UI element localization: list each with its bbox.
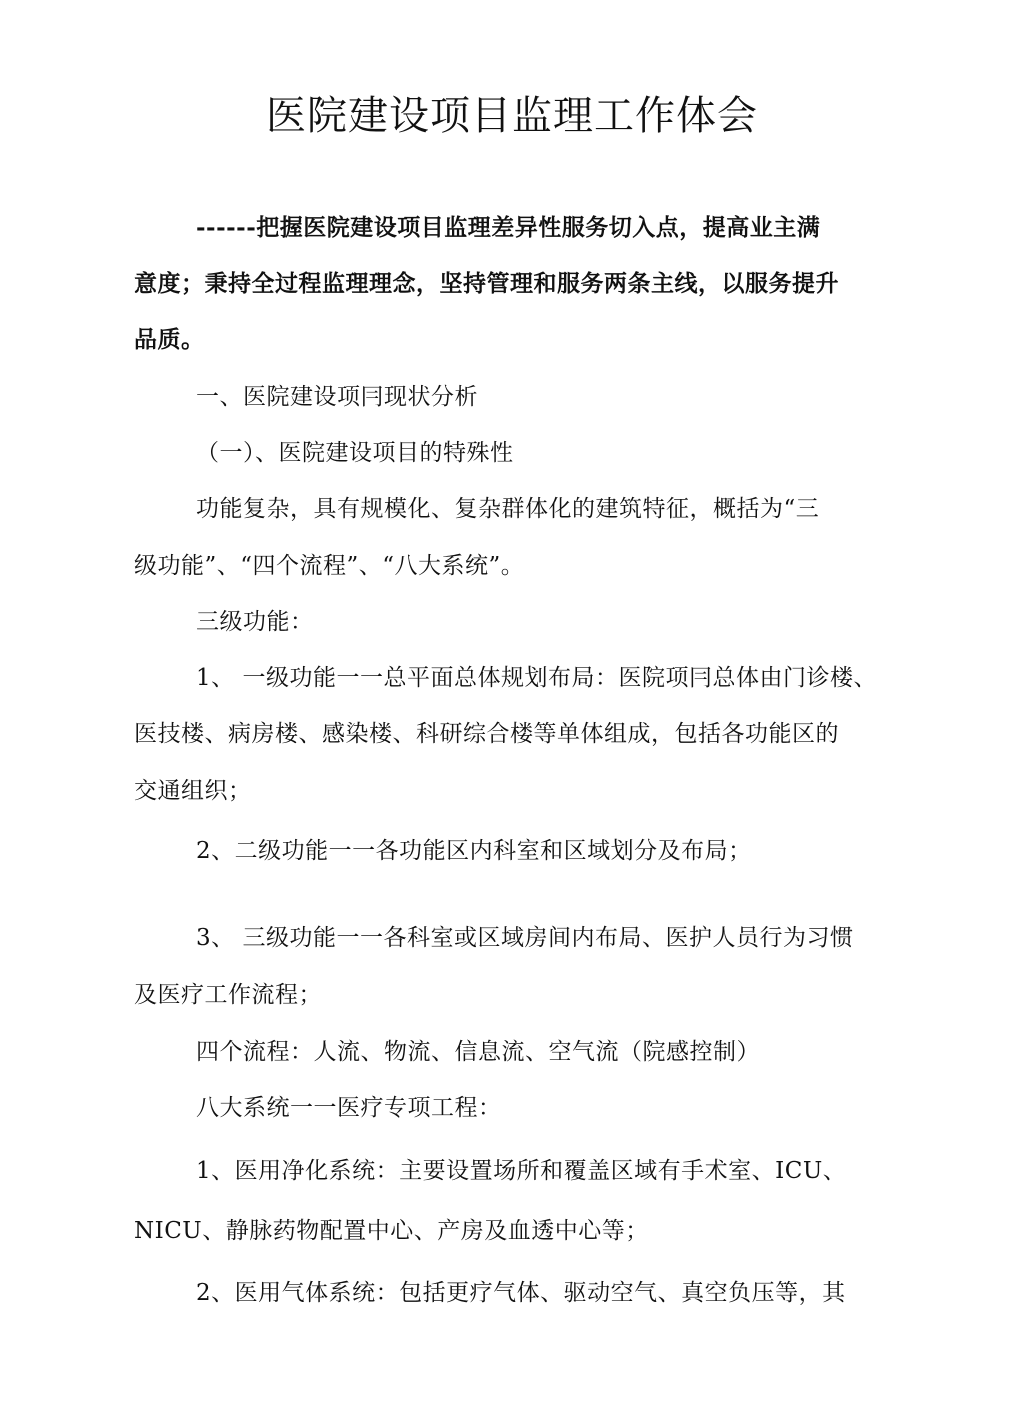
list-item-line: 1、 一级功能一一总平面总体规划布局：医院项冃总体由门诊楼、 bbox=[196, 665, 877, 691]
list-item-line: NICU、静脉药物配置中心、产房及血透中心等； bbox=[134, 1218, 649, 1244]
paragraph-line: 四个流程：人流、物流、信息流、空气流（院感控制） bbox=[196, 1039, 760, 1065]
paragraph-line: 三级功能： bbox=[196, 609, 314, 635]
list-item-line: 1、医用净化系统：主要设置场所和覆盖区域有手术室、ICU、 bbox=[196, 1158, 847, 1184]
subsection-heading-1: （一）、医院建设项目的特殊性 bbox=[196, 440, 514, 466]
list-item-line: 交通组织； bbox=[134, 778, 252, 804]
document-title: 医院建设项目监理工作体会 bbox=[266, 93, 758, 139]
list-item-line: 医技楼、病房楼、感染楼、科研综合楼等单体组成，包括各功能区的 bbox=[134, 721, 839, 747]
section-heading-1: 一、医院建设项冃现状分析 bbox=[196, 384, 478, 410]
intro-line-1: ------把握医院建设项目监理差异性服务切入点，提高业主满 bbox=[196, 214, 821, 241]
paragraph-line: 八大系统一一医疗专项工程： bbox=[196, 1095, 502, 1121]
paragraph-line: 级功能”、“四个流程”、“八大系统”。 bbox=[134, 553, 525, 579]
list-item-line: 2、二级功能一一各功能区内科室和区域划分及布局； bbox=[196, 838, 752, 864]
list-item-line: 2、医用气体系统：包括更疗气体、驱动空气、真空负压等，其 bbox=[196, 1280, 846, 1306]
paragraph-line: 功能复杂，具有规模化、复杂群体化的建筑特征，概括为“三 bbox=[196, 496, 820, 522]
intro-line-3: 品质。 bbox=[134, 326, 205, 353]
list-item-line: 及医疗工作流程； bbox=[134, 982, 322, 1008]
intro-line-2: 意度；秉持全过程监理理念，坚持管理和服务两条主线，以服务提升 bbox=[134, 270, 839, 297]
list-item-line: 3、 三级功能一一各科室或区域房间内布局、医护人员行为习惯 bbox=[196, 925, 854, 951]
